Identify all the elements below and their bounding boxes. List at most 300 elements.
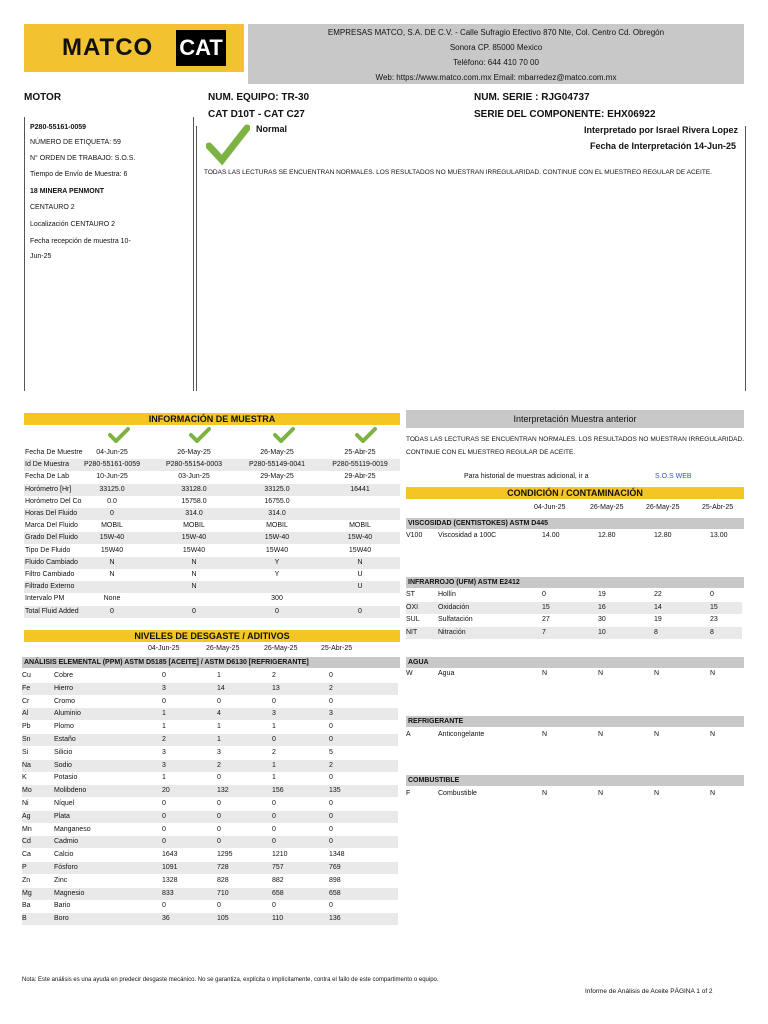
sample-id: P280-55161-0059 bbox=[30, 124, 87, 131]
element-value: 1 bbox=[162, 710, 166, 718]
element-symbol: Pb bbox=[22, 723, 31, 731]
sample-info-title: INFORMACIÓN DE MUESTRA bbox=[24, 413, 400, 425]
site-name: CENTAURO 2 bbox=[30, 204, 75, 211]
interpretation-date: Fecha de Interpretación 14-Jun-25 bbox=[590, 141, 737, 151]
sample-info-value: 15W40 bbox=[100, 546, 124, 554]
disclaimer-note: Nota: Este análisis es una ayuda en predecir desgaste mecánico. No se garantiza, explícita o implícitamente, contra el fallo de este compartimento o equipo. bbox=[22, 977, 439, 983]
element-row bbox=[22, 747, 398, 759]
sample-info-value: 0 bbox=[110, 510, 114, 517]
parameter-name: Agua bbox=[438, 670, 455, 677]
sample-info-label: Fecha De Muestre bbox=[25, 449, 83, 456]
equipment-model: CAT D10T - CAT C27 bbox=[208, 109, 305, 120]
element-value: 1643 bbox=[162, 851, 178, 859]
company-city: Sonora CP. 85000 Mexico bbox=[449, 43, 543, 52]
water-title: AGUA bbox=[406, 657, 744, 668]
element-symbol: Ca bbox=[22, 851, 31, 859]
element-value: 2 bbox=[217, 761, 221, 769]
sample-info-value: 15W-40 bbox=[264, 534, 290, 542]
serial-number: NUM. SERIE : RJG04737 bbox=[474, 92, 590, 103]
sample-info-value: 15W40 bbox=[265, 546, 289, 554]
element-value: 4 bbox=[217, 710, 221, 718]
element-value: 0 bbox=[217, 812, 221, 820]
infrared-row bbox=[406, 589, 742, 601]
condition-date: 04-Jun-25 bbox=[534, 504, 566, 511]
shipping-time: Tiempo de Envío de Muestra: 6 bbox=[30, 171, 128, 178]
water-row bbox=[406, 668, 742, 680]
parameter-value: 10 bbox=[598, 628, 606, 636]
element-row bbox=[22, 862, 398, 874]
sample-info-row bbox=[24, 606, 400, 618]
sample-info-value: 15W40 bbox=[348, 546, 372, 554]
condition-date: 25-Abr-25 bbox=[702, 504, 734, 511]
element-value: 0 bbox=[272, 800, 276, 807]
viscosity-row bbox=[406, 530, 742, 542]
sample-info-row bbox=[24, 508, 400, 520]
parameter-value: N bbox=[598, 790, 604, 797]
element-value: 0 bbox=[329, 800, 333, 807]
sample-info-value: None bbox=[103, 595, 121, 603]
element-symbol: Mo bbox=[22, 787, 32, 795]
sample-info-label: Tipo De Fluido bbox=[25, 546, 71, 554]
sample-info-value: 10-Jun-25 bbox=[96, 473, 128, 481]
element-value: 0 bbox=[162, 812, 166, 820]
element-value: 0 bbox=[217, 800, 221, 807]
parameter-name: Oxidación bbox=[438, 603, 470, 611]
element-value: 1 bbox=[272, 761, 276, 769]
element-symbol: Ni bbox=[22, 800, 29, 807]
interpreted-by: Interpretado por Israel Rivera Lopez bbox=[584, 125, 739, 135]
element-row bbox=[22, 708, 398, 720]
sample-info-value: MOBIL bbox=[349, 522, 371, 530]
element-symbol: Mg bbox=[22, 889, 32, 897]
sample-info-row bbox=[24, 471, 400, 483]
element-row bbox=[22, 849, 398, 861]
element-value: 757 bbox=[272, 864, 284, 871]
element-symbol: Zn bbox=[22, 876, 31, 884]
sample-info-row bbox=[24, 569, 400, 581]
parameter-value: 12.80 bbox=[654, 532, 672, 539]
element-row bbox=[22, 836, 398, 848]
sample-info-label: Horómetro [Hr] bbox=[25, 485, 72, 493]
element-row bbox=[22, 721, 398, 733]
sample-info-label: Filtro Cambiado bbox=[25, 571, 75, 578]
parameter-value: N bbox=[710, 670, 716, 677]
element-name: Zinc bbox=[54, 876, 68, 884]
sample-info-label: Fluido Cambiado bbox=[25, 558, 78, 566]
element-value: 0 bbox=[272, 838, 276, 846]
sample-info-value: Y bbox=[274, 571, 280, 578]
element-name: Silicio bbox=[54, 748, 73, 756]
element-symbol: Cd bbox=[22, 838, 31, 846]
element-name: Calcio bbox=[54, 851, 74, 859]
sample-info-value: 0 bbox=[358, 607, 362, 615]
element-value: 3 bbox=[162, 684, 166, 692]
element-value: 13 bbox=[272, 684, 280, 692]
wear-date: 26-May-25 bbox=[264, 645, 298, 652]
label-number: NÚMERO DE ETIQUETA: 59 bbox=[30, 139, 121, 146]
element-name: Plomo bbox=[54, 723, 74, 731]
element-row bbox=[22, 785, 398, 797]
element-row bbox=[22, 772, 398, 784]
sample-info-value: U bbox=[357, 571, 363, 578]
parameter-symbol: OXI bbox=[406, 603, 419, 611]
parameter-value: 8 bbox=[710, 628, 714, 636]
sample-info-value: 33125.0 bbox=[99, 485, 125, 493]
element-symbol: Cu bbox=[22, 672, 31, 679]
previous-interpretation-title: Interpretación Muestra anterior bbox=[406, 410, 744, 428]
reception-date-cont: Jun-25 bbox=[30, 253, 52, 260]
parameter-value: 14 bbox=[654, 603, 662, 611]
parameter-value: 15 bbox=[542, 603, 550, 611]
sample-info-value: 16755.0 bbox=[264, 497, 290, 505]
element-symbol: B bbox=[22, 915, 27, 923]
sample-info-value: MOBIL bbox=[101, 522, 123, 530]
element-value: 769 bbox=[329, 864, 341, 871]
element-name: Manganeso bbox=[54, 825, 91, 833]
sample-info-value: N bbox=[357, 558, 363, 566]
element-value: 0 bbox=[162, 697, 166, 705]
element-name: Sodio bbox=[54, 761, 72, 769]
sample-info-value: N bbox=[191, 583, 197, 591]
sample-check-icon bbox=[273, 427, 295, 443]
sample-info-value: MOBIL bbox=[266, 522, 288, 530]
sample-info-label: Fecha De Lab bbox=[25, 473, 69, 481]
sample-info-value: P280-55119-0019 bbox=[332, 461, 388, 469]
element-row bbox=[22, 670, 398, 682]
component-serial: SERIE DEL COMPONENTE: EHX06922 bbox=[474, 109, 656, 120]
wear-date: 04-Jun-25 bbox=[148, 645, 180, 652]
parameter-symbol: SUL bbox=[406, 616, 420, 623]
sample-check-icon bbox=[108, 427, 130, 443]
condition-date: 26-May-25 bbox=[646, 504, 680, 511]
parameter-value: N bbox=[598, 731, 604, 738]
element-value: 710 bbox=[217, 889, 229, 897]
sos-web-link[interactable]: S.O.S WEB bbox=[655, 473, 692, 480]
element-row bbox=[22, 734, 398, 746]
sample-info-value: 15W-40 bbox=[181, 534, 207, 542]
element-value: 14 bbox=[217, 684, 225, 692]
sample-info-label: Total Fluid Added bbox=[25, 607, 79, 615]
element-value: 1 bbox=[162, 774, 166, 782]
element-value: 898 bbox=[329, 876, 341, 884]
element-name: Magnesio bbox=[54, 889, 85, 897]
parameter-symbol: NIT bbox=[406, 628, 418, 636]
sample-info-label: Marca Del Fluido bbox=[25, 522, 78, 530]
element-value: 0 bbox=[162, 800, 166, 807]
element-row bbox=[22, 696, 398, 708]
element-name: Bario bbox=[54, 902, 71, 910]
company-web: Web: https://www.matco.com.mx Email: mbarredez@matco.com.mx bbox=[248, 73, 744, 84]
element-row bbox=[22, 913, 398, 925]
cat-logo: CAT bbox=[176, 30, 226, 66]
element-value: 0 bbox=[162, 672, 166, 679]
element-value: 110 bbox=[272, 915, 284, 923]
element-row bbox=[22, 900, 398, 912]
element-value: 3 bbox=[217, 748, 221, 756]
customer-name: 18 MINERA PENMONT bbox=[30, 188, 105, 195]
parameter-symbol: V100 bbox=[406, 532, 423, 539]
element-value: 0 bbox=[272, 902, 276, 910]
wear-date: 25-Abr-25 bbox=[321, 645, 353, 652]
element-symbol: Ag bbox=[22, 812, 31, 820]
element-name: Cadmio bbox=[54, 838, 79, 846]
parameter-value: 15 bbox=[710, 603, 718, 611]
element-row bbox=[22, 888, 398, 900]
element-value: 20 bbox=[162, 787, 170, 795]
sample-info-value: 03-Jun-25 bbox=[178, 473, 210, 481]
element-value: 136 bbox=[329, 915, 341, 923]
parameter-value: 13.00 bbox=[710, 532, 728, 539]
parameter-name: Anticongelante bbox=[438, 731, 485, 738]
element-name: Plata bbox=[54, 812, 70, 820]
element-value: 132 bbox=[217, 787, 229, 795]
reception-date: Fecha recepción de muestra 10- bbox=[30, 238, 131, 245]
element-value: 0 bbox=[217, 902, 221, 910]
sample-info-row bbox=[24, 532, 400, 544]
company-address: EMPRESAS MATCO, S.A. DE C.V. - Calle Sufragio Efectivo 870 Nte, Col. Centro Cd. Obregón bbox=[327, 28, 665, 37]
element-value: 3 bbox=[329, 710, 333, 718]
company-phone: Teléfono: 644 410 70 00 bbox=[453, 58, 539, 67]
sample-info-value: 26-May-25 bbox=[260, 449, 294, 456]
infrared-title: INFRARROJO (UFM) ASTM E2412 bbox=[406, 577, 744, 588]
element-value: 3 bbox=[272, 710, 276, 718]
work-order: N° ORDEN DE TRABAJO: S.O.S. bbox=[30, 155, 136, 162]
element-value: 105 bbox=[217, 915, 229, 923]
element-value: 833 bbox=[162, 889, 174, 897]
parameter-symbol: ST bbox=[406, 591, 415, 598]
sample-info-value: 314.0 bbox=[185, 510, 203, 517]
parameter-value: N bbox=[710, 790, 716, 797]
sample-info-value: 300 bbox=[271, 595, 283, 603]
element-name: Níquel bbox=[54, 800, 75, 807]
parameter-value: 7 bbox=[542, 628, 546, 636]
parameter-name: Combustible bbox=[438, 790, 477, 797]
sample-info-value: 15758.0 bbox=[181, 497, 207, 505]
element-value: 2 bbox=[272, 748, 276, 756]
sample-info-value: N bbox=[191, 571, 197, 578]
parameter-value: 19 bbox=[654, 616, 662, 623]
element-symbol: P bbox=[22, 864, 27, 871]
element-value: 1 bbox=[217, 672, 221, 679]
element-value: 0 bbox=[272, 825, 276, 833]
element-value: 0 bbox=[162, 825, 166, 833]
sample-info-value: 15W-40 bbox=[347, 534, 373, 542]
element-value: 0 bbox=[329, 723, 333, 731]
sample-check-icon bbox=[189, 427, 211, 443]
element-symbol: Ba bbox=[22, 902, 31, 910]
element-value: 0 bbox=[217, 825, 221, 833]
sample-info-value: 0.0 bbox=[107, 497, 117, 505]
parameter-value: 16 bbox=[598, 603, 606, 611]
sample-info-row bbox=[24, 447, 400, 459]
element-value: 2 bbox=[329, 684, 333, 692]
sample-info-value: 0 bbox=[110, 607, 114, 615]
matco-logo: MATCO bbox=[62, 34, 154, 61]
element-value: 658 bbox=[272, 889, 284, 897]
element-name: Molibdeno bbox=[54, 787, 87, 795]
condition-dates-row bbox=[406, 502, 744, 514]
element-row bbox=[22, 760, 398, 772]
sample-info-value: 29-May-25 bbox=[260, 473, 294, 481]
sample-info-row bbox=[24, 496, 400, 508]
element-name: Fósforo bbox=[54, 864, 78, 871]
element-value: 0 bbox=[272, 736, 276, 743]
sample-info-value: 29-Abr-25 bbox=[344, 473, 376, 481]
condition-date: 26-May-25 bbox=[590, 504, 624, 511]
element-value: 135 bbox=[329, 787, 341, 795]
parameter-value: N bbox=[598, 670, 604, 677]
element-row bbox=[22, 811, 398, 823]
parameter-value: 14.00 bbox=[542, 532, 560, 539]
element-value: 0 bbox=[329, 672, 333, 679]
status-label: Normal bbox=[256, 124, 288, 134]
sample-info-label: Horómetro Del Co bbox=[25, 497, 82, 505]
sample-info-value: 314.0 bbox=[268, 510, 286, 517]
interpretation-comment: TODAS LAS LECTURAS SE ENCUENTRAN NORMALES. LOS RESULTADOS NO MUESTRAN IRREGULARIDAD. CONTINUE CON EL MUESTREO REGULAR DE ACEITE. bbox=[204, 169, 712, 176]
sample-check-icon bbox=[355, 427, 377, 443]
parameter-symbol: F bbox=[406, 790, 411, 797]
element-value: 1 bbox=[162, 723, 166, 731]
parameter-value: 30 bbox=[598, 616, 606, 623]
element-name: Estaño bbox=[54, 736, 76, 743]
parameter-value: 23 bbox=[710, 616, 718, 623]
sample-info-value: 04-Jun-25 bbox=[96, 449, 128, 456]
element-value: 1328 bbox=[162, 876, 178, 884]
fuel-row bbox=[406, 788, 742, 800]
sample-info-value: N bbox=[109, 571, 115, 578]
parameter-symbol: W bbox=[406, 670, 413, 677]
sample-info-row bbox=[24, 557, 400, 569]
element-value: 658 bbox=[329, 889, 341, 897]
sample-info-label: Id De Muestra bbox=[25, 461, 69, 469]
viscosity-title: VISCOSIDAD (CENTISTOKES) ASTM D445 bbox=[406, 518, 744, 529]
wear-levels-title: NIVELES DE DESGASTE / ADITIVOS bbox=[24, 630, 400, 642]
sample-info-label: Filtrado Externo bbox=[25, 583, 75, 591]
element-value: 0 bbox=[329, 697, 333, 705]
element-value: 3 bbox=[162, 748, 166, 756]
element-value: 0 bbox=[217, 697, 221, 705]
element-value: 882 bbox=[272, 876, 284, 884]
element-name: Hierro bbox=[54, 684, 74, 692]
previous-interpretation-text: TODAS LAS LECTURAS SE ENCUENTRAN NORMALES. LOS RESULTADOS NO MUESTRAN IRREGULARIDAD. CONTINUE CON EL MUESTREO REGULAR DE ACEITE. bbox=[406, 436, 744, 456]
sample-info-row bbox=[24, 581, 400, 593]
element-value: 1295 bbox=[217, 851, 233, 859]
parameter-value: N bbox=[542, 670, 548, 677]
sample-info-value: N bbox=[191, 558, 197, 566]
infrared-row bbox=[406, 614, 742, 626]
sample-info-value: P280-55154-0003 bbox=[165, 461, 223, 469]
wear-date: 26-May-25 bbox=[206, 645, 240, 652]
element-symbol: Cr bbox=[22, 697, 30, 705]
elemental-analysis-title: ANÁLISIS ELEMENTAL (PPM) ASTM D5185 [ACEITE] / ASTM D6130 [REFRIGERANTE] bbox=[22, 657, 400, 668]
element-symbol: Si bbox=[22, 748, 29, 756]
element-value: 1 bbox=[217, 736, 221, 743]
element-value: 1 bbox=[272, 723, 276, 731]
element-value: 0 bbox=[329, 812, 333, 820]
element-value: 1348 bbox=[329, 851, 345, 859]
sample-info-value: P280-55149-0041 bbox=[248, 461, 306, 469]
element-value: 5 bbox=[329, 748, 333, 756]
element-value: 3 bbox=[162, 761, 166, 769]
sample-info-row bbox=[24, 593, 400, 605]
sample-info-row bbox=[24, 545, 400, 557]
element-symbol: K bbox=[22, 774, 27, 782]
element-value: 36 bbox=[162, 915, 170, 923]
element-symbol: Sn bbox=[22, 736, 31, 743]
page-number: Informe de Análisis de Aceite PÁGINA 1 of 2 bbox=[585, 988, 713, 995]
sample-info-value: 15W40 bbox=[182, 546, 206, 554]
sample-info-value: 33125.0 bbox=[264, 485, 290, 493]
element-value: 728 bbox=[217, 864, 229, 871]
parameter-value: 0 bbox=[542, 591, 546, 598]
sample-info-value: MOBIL bbox=[183, 522, 205, 530]
parameter-symbol: A bbox=[406, 731, 411, 738]
parameter-value: 12.80 bbox=[598, 532, 616, 539]
sample-info-label: Grado Del Fluido bbox=[25, 534, 78, 542]
parameter-value: 8 bbox=[654, 628, 658, 636]
parameter-value: 19 bbox=[598, 591, 606, 598]
sample-info-value: 33128.0 bbox=[181, 485, 207, 493]
element-row bbox=[22, 798, 398, 810]
element-value: 0 bbox=[329, 838, 333, 846]
sample-info-value: 16441 bbox=[350, 485, 370, 493]
sample-info-row bbox=[24, 520, 400, 532]
condition-title: CONDICIÓN / CONTAMINACIÓN bbox=[406, 487, 744, 499]
location: Localización CENTAURO 2 bbox=[30, 221, 116, 228]
element-name: Aluminio bbox=[54, 710, 81, 718]
wear-dates-row bbox=[24, 643, 400, 655]
element-value: 2 bbox=[162, 736, 166, 743]
element-row bbox=[22, 683, 398, 695]
element-value: 0 bbox=[217, 774, 221, 782]
element-value: 0 bbox=[272, 812, 276, 820]
parameter-value: 22 bbox=[654, 591, 662, 598]
coolant-title: REFRIGERANTE bbox=[406, 716, 744, 727]
element-row bbox=[22, 875, 398, 887]
sample-info-value: Y bbox=[274, 558, 280, 566]
element-name: Cromo bbox=[54, 697, 76, 705]
parameter-value: N bbox=[542, 790, 548, 797]
sample-info-row bbox=[24, 484, 400, 496]
parameter-value: 27 bbox=[542, 616, 550, 623]
element-value: 0 bbox=[272, 697, 276, 705]
parameter-name: Nitración bbox=[438, 628, 466, 636]
element-symbol: Na bbox=[22, 761, 31, 769]
sample-info-value: 15W-40 bbox=[99, 534, 125, 542]
sample-info-label: Intervalo PM bbox=[25, 595, 65, 603]
element-row bbox=[22, 824, 398, 836]
element-value: 156 bbox=[272, 787, 284, 795]
parameter-value: N bbox=[654, 731, 660, 738]
element-value: 2 bbox=[329, 761, 333, 769]
parameter-name: Hollín bbox=[438, 591, 456, 598]
element-name: Potasio bbox=[54, 774, 78, 782]
history-label: Para historial de muestras adicional, ir a bbox=[464, 473, 589, 480]
sample-info-value: U bbox=[357, 583, 363, 591]
equipment-number: NUM. EQUIPO: TR-30 bbox=[208, 92, 310, 103]
element-symbol: Fe bbox=[22, 684, 31, 692]
parameter-name: Viscosidad a 100C bbox=[438, 532, 497, 539]
parameter-value: N bbox=[654, 670, 660, 677]
sample-info-value: 26-May-25 bbox=[177, 449, 211, 456]
element-value: 0 bbox=[329, 902, 333, 910]
component-type: MOTOR bbox=[24, 92, 62, 103]
sample-info-label: Horas Del Fluido bbox=[25, 510, 78, 517]
element-value: 828 bbox=[217, 876, 229, 884]
sample-info-value: 25-Abr-25 bbox=[344, 449, 376, 456]
element-value: 0 bbox=[329, 825, 333, 833]
fuel-title: COMBUSTIBLE bbox=[406, 775, 744, 786]
